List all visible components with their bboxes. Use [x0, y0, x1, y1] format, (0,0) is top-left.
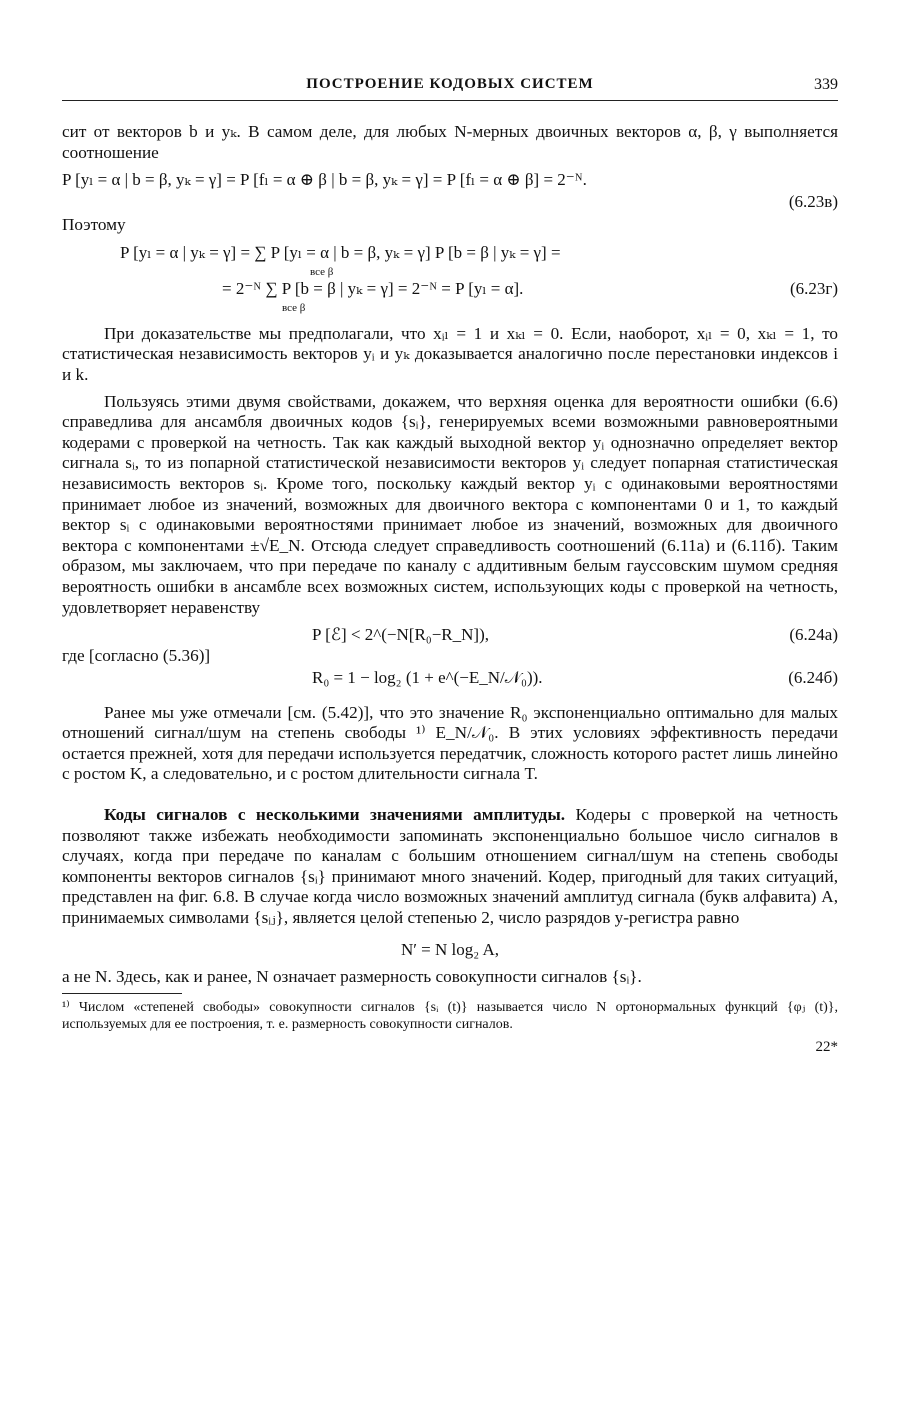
- equation-n-prime-body: N′ = N log₂ A,: [400, 939, 500, 959]
- footnote-rule: [62, 993, 182, 994]
- equation-number-6-23v: (6.23в): [788, 192, 838, 212]
- section-heading-multilevel-codes: Коды сигналов с несколькими значениями амплитуды.: [104, 805, 566, 825]
- sum-index-2-row: [62, 300, 838, 314]
- equation-6-23v-body: P [yₗ = α | b = β, yₖ = γ] = P [fₗ = α ⊕ β | b = β, yₖ = γ] = P [fₗ = α ⊕ β] = 2⁻ᴺ.: [62, 170, 587, 190]
- sum-index-1-row: [62, 264, 838, 278]
- equation-6-23g-line1-body: P [yₗ = α | yₖ = γ] = ∑ P [yₗ = α | b = β, yₖ = γ] P [b = β | yₖ = γ] =: [120, 242, 561, 262]
- equation-number-6-23g: (6.23г): [789, 278, 838, 298]
- paragraph-1: сит от векторов b и yₖ. В самом деле, для любых N-мерных двоичных векторов α, β, γ выполняется соотношение: [62, 122, 838, 162]
- equation-n-prime: [62, 939, 838, 961]
- equation-6-23v: [62, 169, 838, 191]
- paragraph-3: Пользуясь этими двумя свойствами, докажем, что верхняя оценка для вероятности ошибки (6.6) справедлива для ансамбля двоичных кодов {sᵢ}, генерируемых всеми возможными равновероятными кодерами с проверкой на четность. Так как каждый выходной вектор yᵢ однозначно определяет вектор сигнала sᵢ, то из попарной статистической независимости векторов yᵢ следует попарная статистическая независимость векторов sᵢ. Кроме того, поскольку каждый вектор yᵢ с одинаковыми вероятностями принимает любое из значений, возможных для двоичного вектора с компонентами 0 и 1, то каждый вектор sᵢ с одинаковыми вероятностями принимает любое из значений, возможных для двоичного вектора с компонентами ±√E_N. Отсюда следует справедливость соотношений (6.11а) и (6.11б). Таким образом, мы заключаем, что при передаче по каналу с аддитивным белым гауссовским шумом средняя вероятность ошибки в ансамбле всех возможных систем, использующих коды с проверкой на четность, удовлетворяет неравенству: [62, 391, 838, 617]
- paragraph-2: При доказательстве мы предполагали, что xᵢₗ = 1 и xₖₗ = 0. Если, наоборот, xᵢₗ = 0, xₖₗ = 1, то статистическая независимость векторов yᵢ и yₖ доказывается аналогично после перестановки индексов i и k.: [62, 323, 838, 384]
- running-header: [62, 58, 838, 92]
- page-body: [62, 122, 838, 1056]
- sum-index-1: все β: [310, 265, 334, 278]
- page-number: 339: [814, 76, 838, 93]
- equation-6-23g-line1: [62, 242, 838, 264]
- equation-6-24b: [62, 667, 838, 689]
- poetomu-text: Поэтому: [62, 215, 126, 235]
- equation-number-6-24b: (6.24б): [788, 667, 838, 687]
- equation-6-23g-line2: [62, 278, 838, 300]
- equation-number-6-24a: (6.24а): [789, 625, 838, 645]
- running-title: ПОСТРОЕНИЕ КОДОВЫХ СИСТЕМ: [306, 76, 594, 92]
- equation-6-23v-row: [62, 191, 838, 215]
- header-rule: [62, 100, 838, 101]
- gde-text: где [согласно (5.36)]: [62, 646, 211, 666]
- equation-6-23g-line2-body: = 2⁻ᴺ ∑ P [b = β | yₖ = γ] = 2⁻ᴺ = P [yₗ = α].: [222, 278, 524, 298]
- sum-index-2: все β: [282, 301, 306, 314]
- paragraph-5: [62, 805, 838, 929]
- equation-6-24a: [62, 624, 838, 646]
- paragraph-6: а не N. Здесь, как и ранее, N означает размерность совокупности сигналов {sᵢ}.: [62, 966, 642, 986]
- equation-6-24b-body: R₀ = 1 − log₂ (1 + e^(−E_N/𝒩₀)).: [312, 667, 543, 687]
- footnote: ¹⁾ Числом «степеней свободы» совокупности сигналов {sᵢ (t)} называется число N ортонормальных функций {φⱼ (t)}, используемых для ее построения, т. е. размерность совокупности сигналов.: [62, 1000, 838, 1032]
- signature-mark: 22*: [815, 1039, 838, 1056]
- page: [62, 58, 838, 1056]
- paragraph-4: Ранее мы уже отмечали [см. (5.42)], что это значение R₀ экспоненциально оптимально для малых отношений сигнал/шум на степень свободы ¹⁾ E_N/𝒩₀. В этих условиях эффективность передачи остается прежней, хотя для передачи используется передатчик, сложность которого растет лишь линейно с ростом K, а следовательно, и с ростом длительности сигнала T.: [62, 702, 838, 784]
- equation-6-24a-body: P [ℰ] < 2^(−N[R₀−R_N]),: [312, 625, 489, 645]
- paragraph-5-body: Кодеры с проверкой на четность позволяют также избежать необходимости запоминать экспоненциально большое число сигналов в случаях, когда при передаче по каналам с большим отношением сигнал/шум на степень свободы компоненты векторов сигналов {sᵢ} принимают много значений. Кодер, пригодный для таких ситуаций, представлен на фиг. 6.8. В случае когда число возможных значений амплитуд сигнала (букв алфавита) A, принимаемых символами {sᵢⱼ}, является целой степенью 2, число разрядов y-регистра равно: [62, 805, 838, 928]
